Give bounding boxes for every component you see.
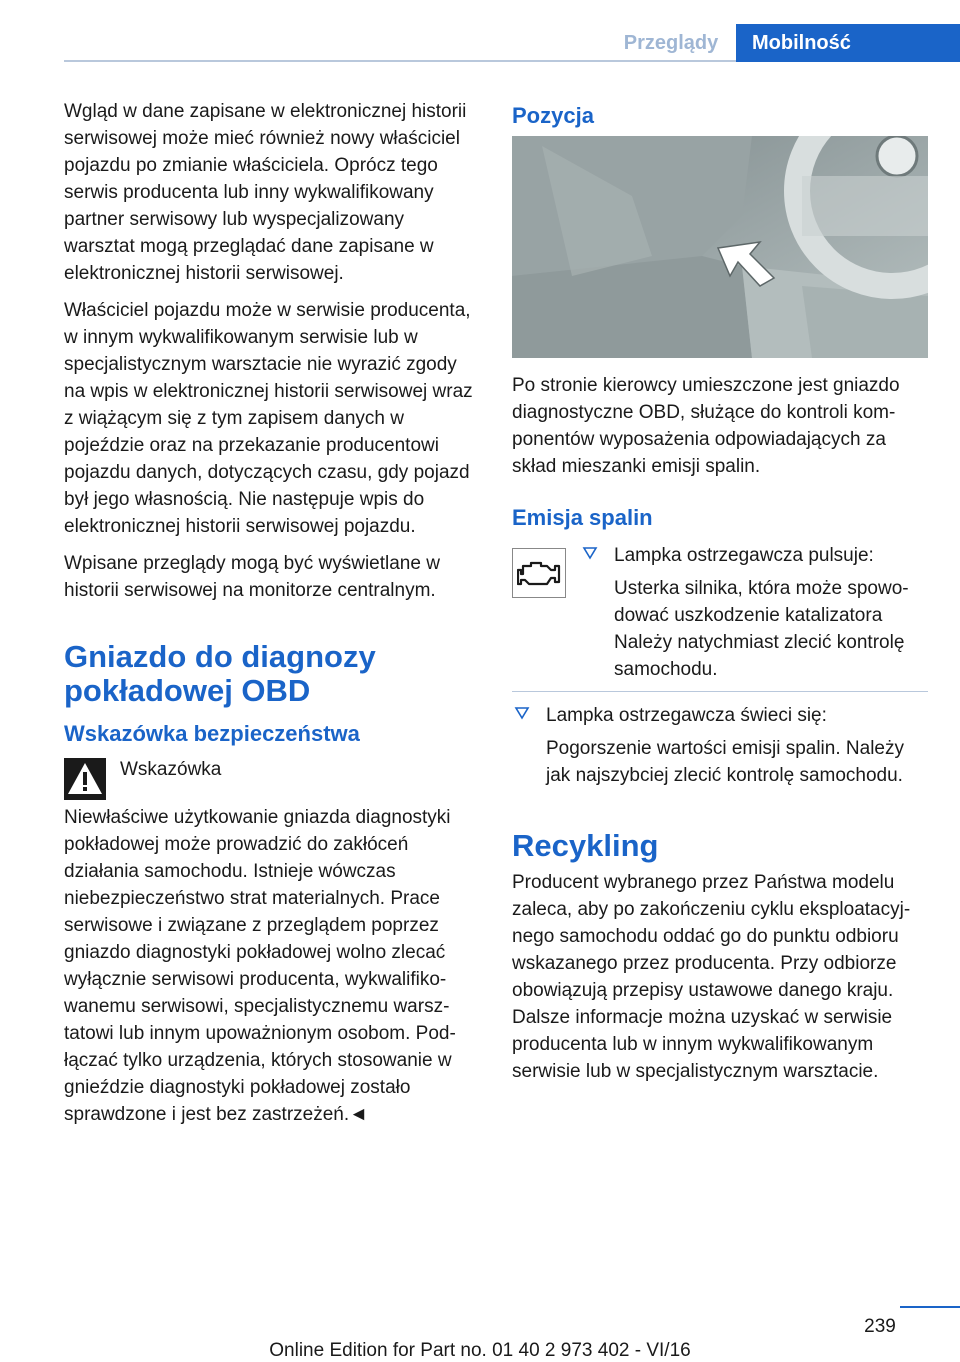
bullet-flashing-text: Usterka silnika, która może spowodować uszkodzenie katalizatora Należy natychmiast zlecić kontrolę samochodu. <box>614 578 909 680</box>
footer-rule <box>900 1306 960 1308</box>
subsection-title-safety: Wskazówka bezpieczeństwa <box>64 721 360 746</box>
page-number: 239 <box>864 1316 896 1337</box>
engine-check-icon <box>517 558 561 588</box>
emission-bullet-flashing <box>580 542 928 683</box>
subsection-title-position: Pozycja <box>512 103 594 128</box>
paragraph-service-history-access: Wgląd w dane zapisane w elektronicznej historii serwisowej może mieć również nowy właściciel pojazdu po zmianie właściciela. Oprócz tego serwis producenta lub inny wykwalifikowany partner serwisowy lub wyspecjalizowany warsztat mogą przeglądać dane zapisane w elektronicznej historii serwisowej. <box>64 101 467 284</box>
bullet-steady-text: Pogorszenie wartości emisji spalin. Należy jak najszybciej zlecić kontrolę samochodu. <box>546 738 904 786</box>
warning-title: Wskazówka <box>120 759 222 780</box>
tab-przeglady[interactable]: Przeglądy <box>623 32 719 54</box>
section-title-obd: Gniazdo do diagnozy pokładowej OBD <box>64 639 376 708</box>
recycling-description: Producent wybranego przez Państwa modelu zaleca, aby po zakończeniu cyklu eksploatacyjnego samochodu oddać go do punktu odbioru wskazanego przez producenta. Przy odbiorze obowiązują przepisy ustawowe danego kraju. Dalsze informacje można uzyskać w serwisie producenta lub w innym wykwalifikowanym serwisie lub w specjalistycznym warsztacie. <box>512 872 911 1082</box>
left-column <box>64 98 478 1138</box>
subsection-title-emission: Emisja spalin <box>512 505 653 530</box>
position-description: Po stronie kierowcy umieszczone jest gniazdo diagnostyczne OBD, służące do kontroli komponentów wyposażenia odpowiadających za skład mieszanki emisji spalin. <box>512 375 900 477</box>
emission-bullet-steady <box>512 702 928 789</box>
bullet-separator <box>512 691 928 692</box>
safety-note <box>64 756 478 800</box>
obd-location-photo <box>512 136 928 358</box>
bullet-steady-title: Lampka ostrzegawcza świeci się: <box>546 705 827 726</box>
paragraph-owner-consent: Właściciel pojazdu może w serwisie producenta, w innym wykwalifikowanym serwisie lub w specjalistycznym warsztacie nie wyrazić zgody na wpis w elektronicznej historii serwisowej wraz z wiążącym się z tym zapisem danych w pojeździe oraz na przekazanie producentowi pojazdu danych, dotyczących czasu, gdy pojazd był jego własnością. Nie następuje wpis do elektronicznej historii serwisowej pojazdu. <box>64 300 473 537</box>
section-title-recycling: Recykling <box>512 828 659 863</box>
bullet-flashing-title: Lampka ostrzegawcza pulsuje: <box>614 545 874 566</box>
warning-triangle-icon <box>64 758 106 800</box>
paragraph-display-history: Wpisane przeglądy mogą być wyświetlane w historii serwisowej na monitorze centralnym. <box>64 553 440 601</box>
emission-info <box>512 542 928 683</box>
engine-lamp-box <box>512 548 566 598</box>
right-column <box>512 98 928 1095</box>
edition-footer: Online Edition for Part no. 01 40 2 973 402 - VI/16 <box>269 1340 691 1361</box>
warning-text: Niewłaściwe użytkowanie gniazda diagnostyki pokładowej może prowadzić do zakłóceń działania samochodu. Istnieje wówczas niebezpieczeństwo strat materialnych. Prace serwisowe i związane z przeglądem poprzez gniazdo diagnostyki pokładowej wolno zlecać wyłącznie serwisowi producenta, wykwalifikowanemu serwisowi, specjalistycznemu warsztatowi lub innym upoważnionym osobom. Podłączać tylko urządzenia, których stosowanie w gnieździe diagnostyki pokładowej zostało sprawdzone i jest bez zastrzeżeń.◄ <box>64 807 456 1125</box>
tab-mobilnosc[interactable]: Mobilność <box>736 24 960 62</box>
triangle-bullet-icon <box>580 542 600 564</box>
triangle-bullet-icon <box>512 702 532 724</box>
